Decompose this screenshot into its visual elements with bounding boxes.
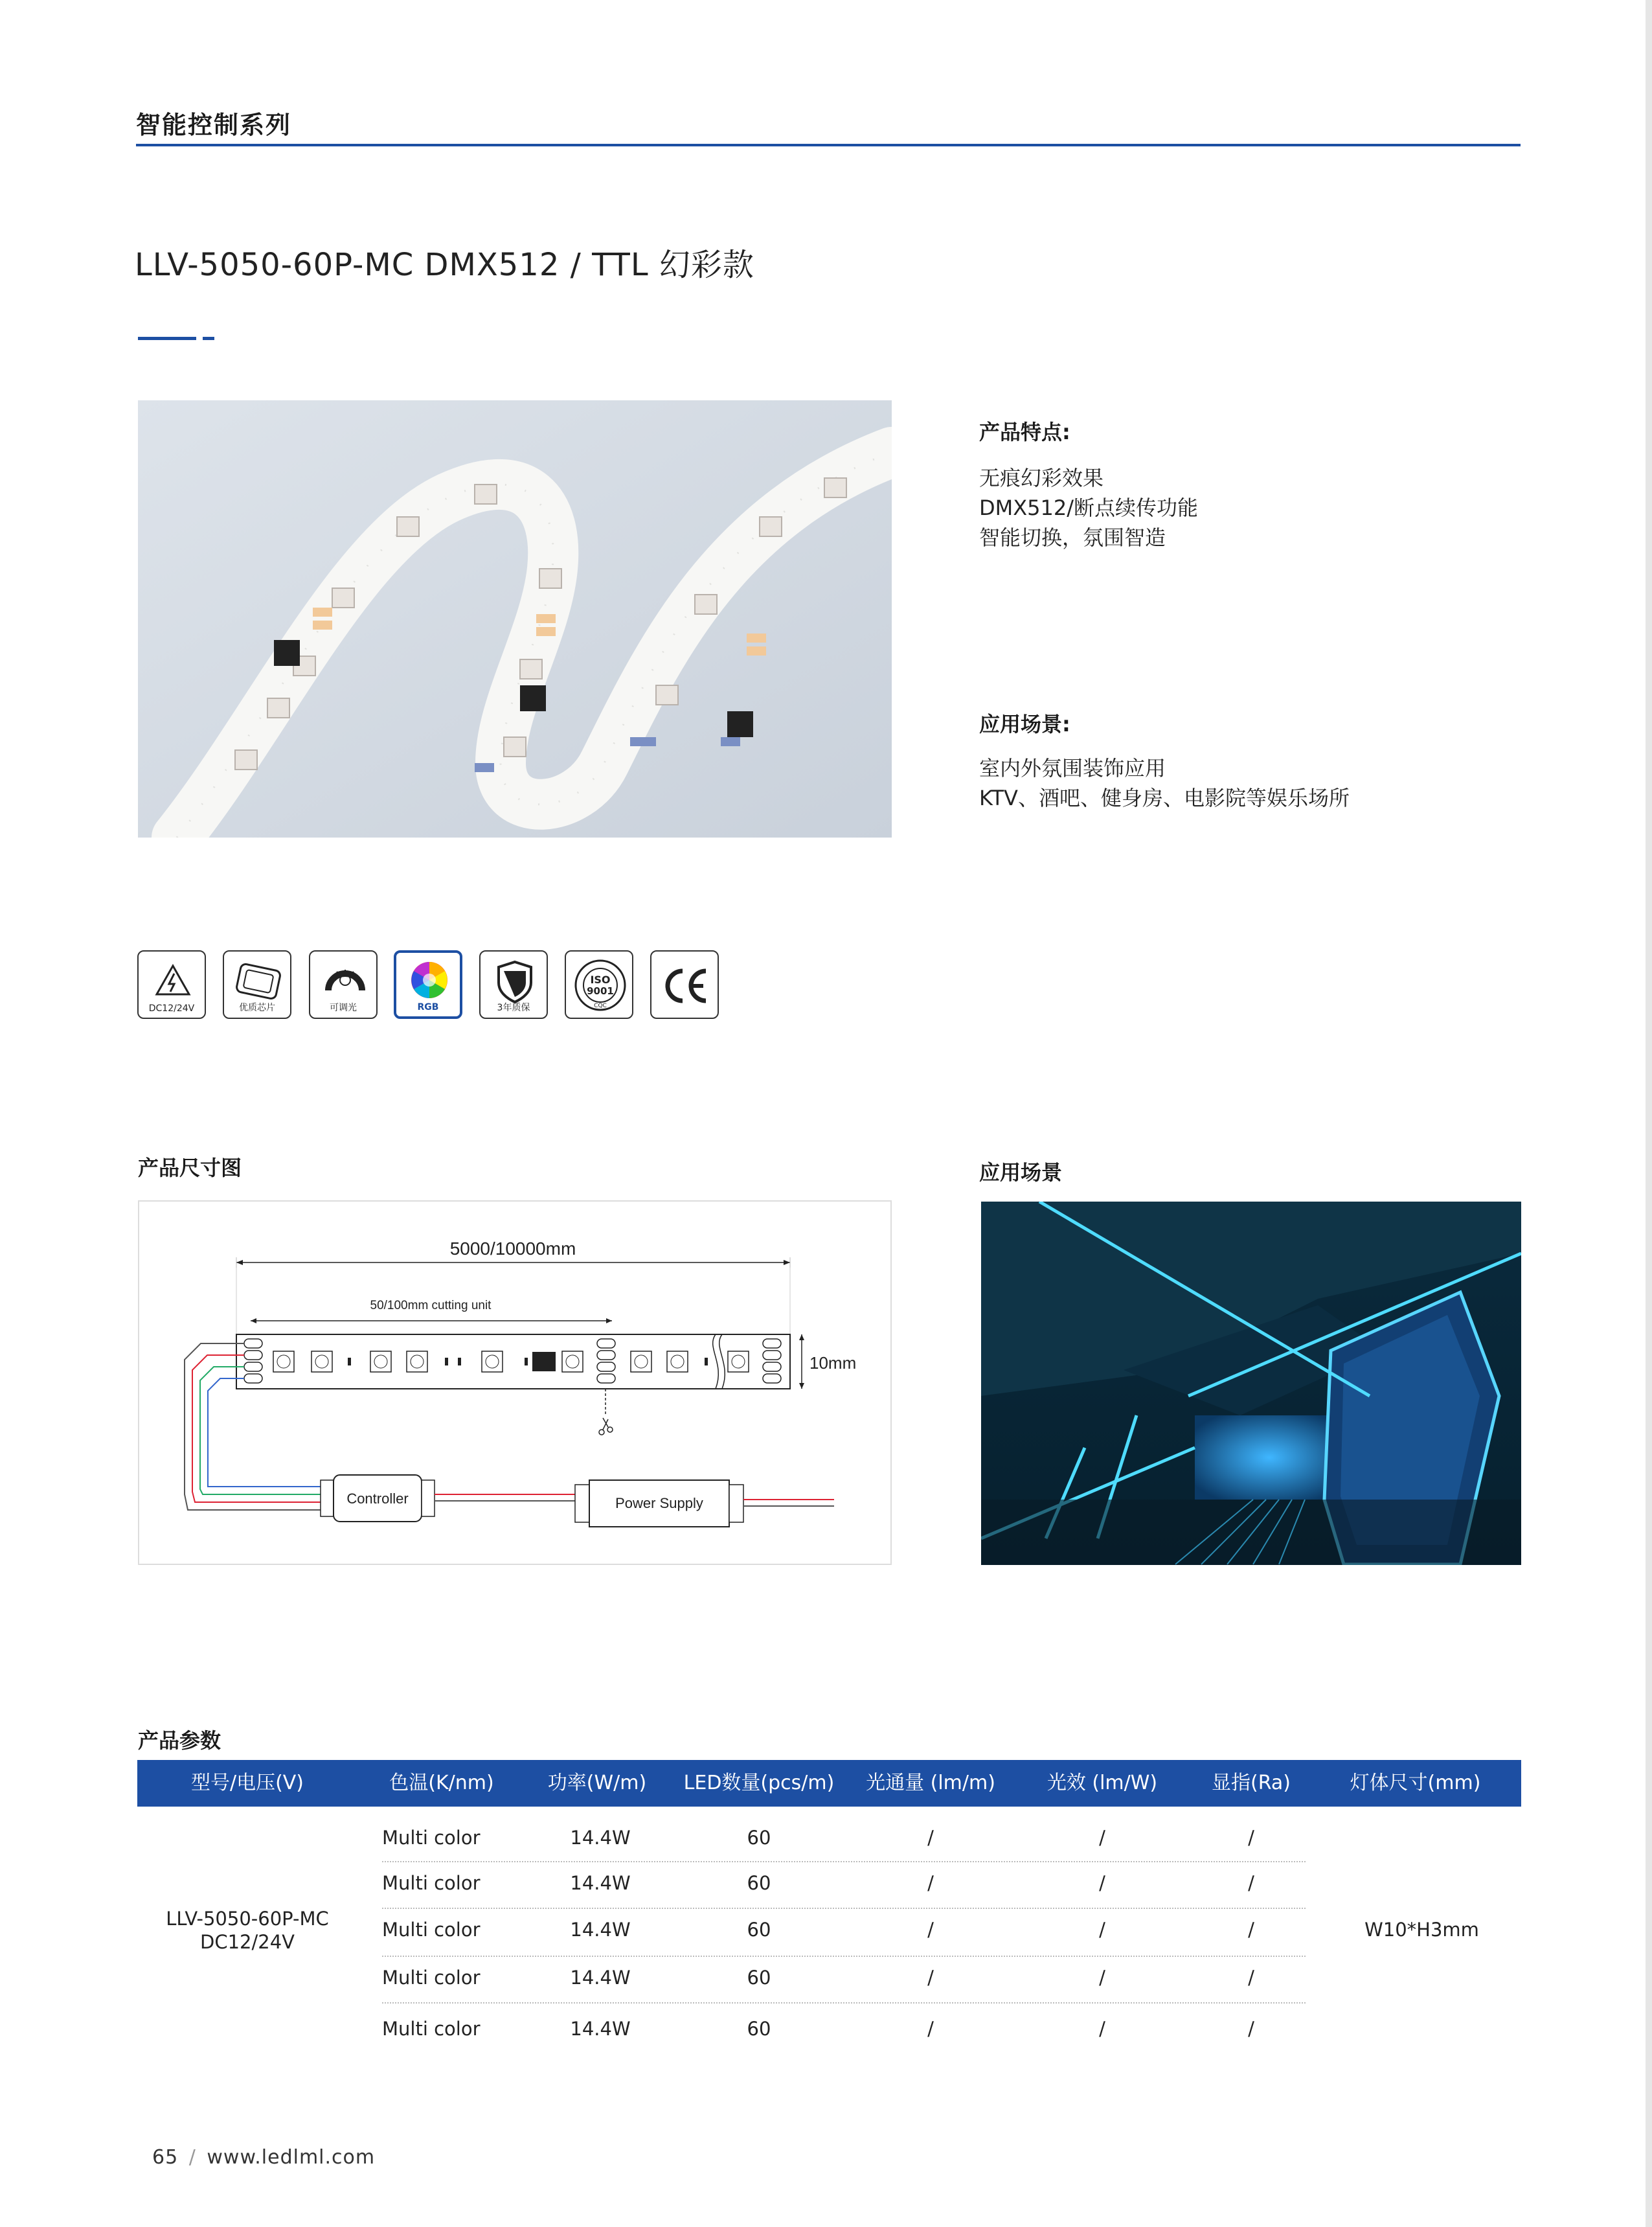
power-supply-label: Power Supply — [615, 1495, 703, 1511]
feature-item: 无痕幻彩效果 — [979, 466, 1104, 490]
cell-leds: 60 — [747, 1919, 771, 1941]
cell-leds: 60 — [747, 1827, 771, 1849]
cell-flux: / — [927, 2018, 934, 2040]
model-cell — [137, 1907, 357, 1954]
cell-efficacy: / — [1099, 1872, 1105, 1894]
cert-rgb — [394, 950, 462, 1019]
feature-item: 智能切换，氛围智造 — [979, 525, 1166, 550]
col-cri: 显指(Ra) — [1212, 1772, 1291, 1794]
cell-cri: / — [1248, 1967, 1254, 1989]
params-heading: 产品参数 — [138, 1728, 221, 1753]
cell-power: 14.4W — [570, 1827, 631, 1849]
iso-9001-icon — [566, 952, 635, 1020]
page-edge-shadow — [1646, 0, 1652, 2227]
iso-number: 9001 — [587, 985, 614, 997]
dimension-diagram — [138, 1200, 892, 1565]
cell-cct: Multi color — [382, 1827, 481, 1849]
cell-flux: / — [927, 1967, 934, 1989]
iso-cqc: CQC — [594, 1003, 607, 1009]
col-model: 型号/电压(V) — [190, 1772, 304, 1794]
width-label: 10mm — [809, 1353, 857, 1373]
model-name: LLV-5050-60P-MC — [166, 1908, 329, 1930]
cell-leds: 60 — [747, 1967, 771, 1989]
application-scene-photo — [981, 1202, 1521, 1565]
cert-warranty — [479, 950, 548, 1019]
cell-cct: Multi color — [382, 2018, 481, 2040]
iso-text: ISO — [590, 974, 611, 986]
title-accent-dash — [203, 337, 214, 340]
cell-cct: Multi color — [382, 1919, 481, 1941]
cert-label: 优质芯片 — [239, 1003, 275, 1013]
features-list — [979, 463, 1198, 553]
applications-heading: 应用场景: — [979, 712, 1070, 737]
col-cct: 色温(K/nm) — [389, 1772, 494, 1794]
header-rule — [136, 144, 1521, 146]
cert-ce — [650, 950, 719, 1019]
product-photo-led-strip — [138, 400, 892, 838]
cell-flux: / — [927, 1872, 934, 1894]
cell-cri: / — [1248, 1827, 1254, 1849]
title-accent-line — [138, 337, 196, 340]
application-item: KTV、酒吧、健身房、电影院等娱乐场所 — [979, 786, 1350, 810]
feature-item: DMX512/断点续传功能 — [979, 496, 1199, 520]
cert-label: RGB — [417, 1002, 439, 1012]
cell-flux: / — [927, 1919, 934, 1941]
cell-cct: Multi color — [382, 1872, 481, 1894]
cert-label: 3年质保 — [497, 1003, 530, 1013]
cell-cct: Multi color — [382, 1967, 481, 1989]
cell-power: 14.4W — [570, 1919, 631, 1941]
col-flux: 光通量 (lm/m) — [866, 1772, 995, 1794]
controller-label: Controller — [346, 1490, 409, 1507]
cell-efficacy: / — [1099, 1827, 1105, 1849]
cell-flux: / — [927, 1827, 934, 1849]
section-title: 智能控制系列 — [136, 111, 292, 139]
scene-heading: 应用场景 — [979, 1160, 1063, 1185]
footer-separator: / — [188, 2146, 196, 2169]
cell-leds: 60 — [747, 2018, 771, 2040]
website-link[interactable]: www.ledlml.com — [207, 2146, 376, 2169]
dimension-heading: 产品尺寸图 — [138, 1156, 242, 1180]
row-separator — [382, 1956, 1306, 1957]
cell-power: 14.4W — [570, 2018, 631, 2040]
total-length-label: 5000/10000mm — [449, 1239, 576, 1259]
col-efficacy: 光效 (lm/W) — [1047, 1772, 1158, 1794]
cell-efficacy: / — [1099, 1919, 1105, 1941]
size-cell: W10*H3mm — [1364, 1919, 1479, 1941]
cell-cri: / — [1248, 1872, 1254, 1894]
col-size: 灯体尺寸(mm) — [1350, 1772, 1481, 1794]
cert-iso — [565, 950, 633, 1019]
cell-power: 14.4W — [570, 1872, 631, 1894]
application-item: 室内外氛围装饰应用 — [979, 756, 1166, 781]
cert-chip — [223, 950, 291, 1019]
cert-dimmable — [309, 950, 378, 1019]
model-voltage: DC12/24V — [200, 1931, 295, 1953]
scissors-icon — [599, 1418, 613, 1435]
product-title: LLV-5050-60P-MC DMX512 / TTL 幻彩款 — [135, 247, 754, 283]
row-separator — [382, 1908, 1306, 1909]
col-power: 功率(W/m) — [547, 1772, 647, 1794]
col-leds: LED数量(pcs/m) — [683, 1772, 835, 1794]
cell-efficacy: / — [1099, 1967, 1105, 1989]
cert-voltage — [137, 950, 206, 1019]
cert-label: 可调光 — [330, 1003, 357, 1013]
cell-efficacy: / — [1099, 2018, 1105, 2040]
cell-cri: / — [1248, 2018, 1254, 2040]
cell-leds: 60 — [747, 1872, 771, 1894]
row-separator — [382, 1861, 1306, 1862]
page-number: 65 — [152, 2146, 179, 2169]
cell-power: 14.4W — [570, 1967, 631, 1989]
cell-cri: / — [1248, 1919, 1254, 1941]
features-heading: 产品特点: — [979, 420, 1070, 444]
ce-mark-icon — [651, 952, 720, 1020]
cutting-unit-label: 50/100mm cutting unit — [370, 1299, 492, 1312]
page-footer — [152, 2146, 375, 2169]
row-separator — [382, 2002, 1306, 2004]
cert-label: DC12/24V — [148, 1003, 195, 1014]
applications-list — [979, 753, 1350, 813]
